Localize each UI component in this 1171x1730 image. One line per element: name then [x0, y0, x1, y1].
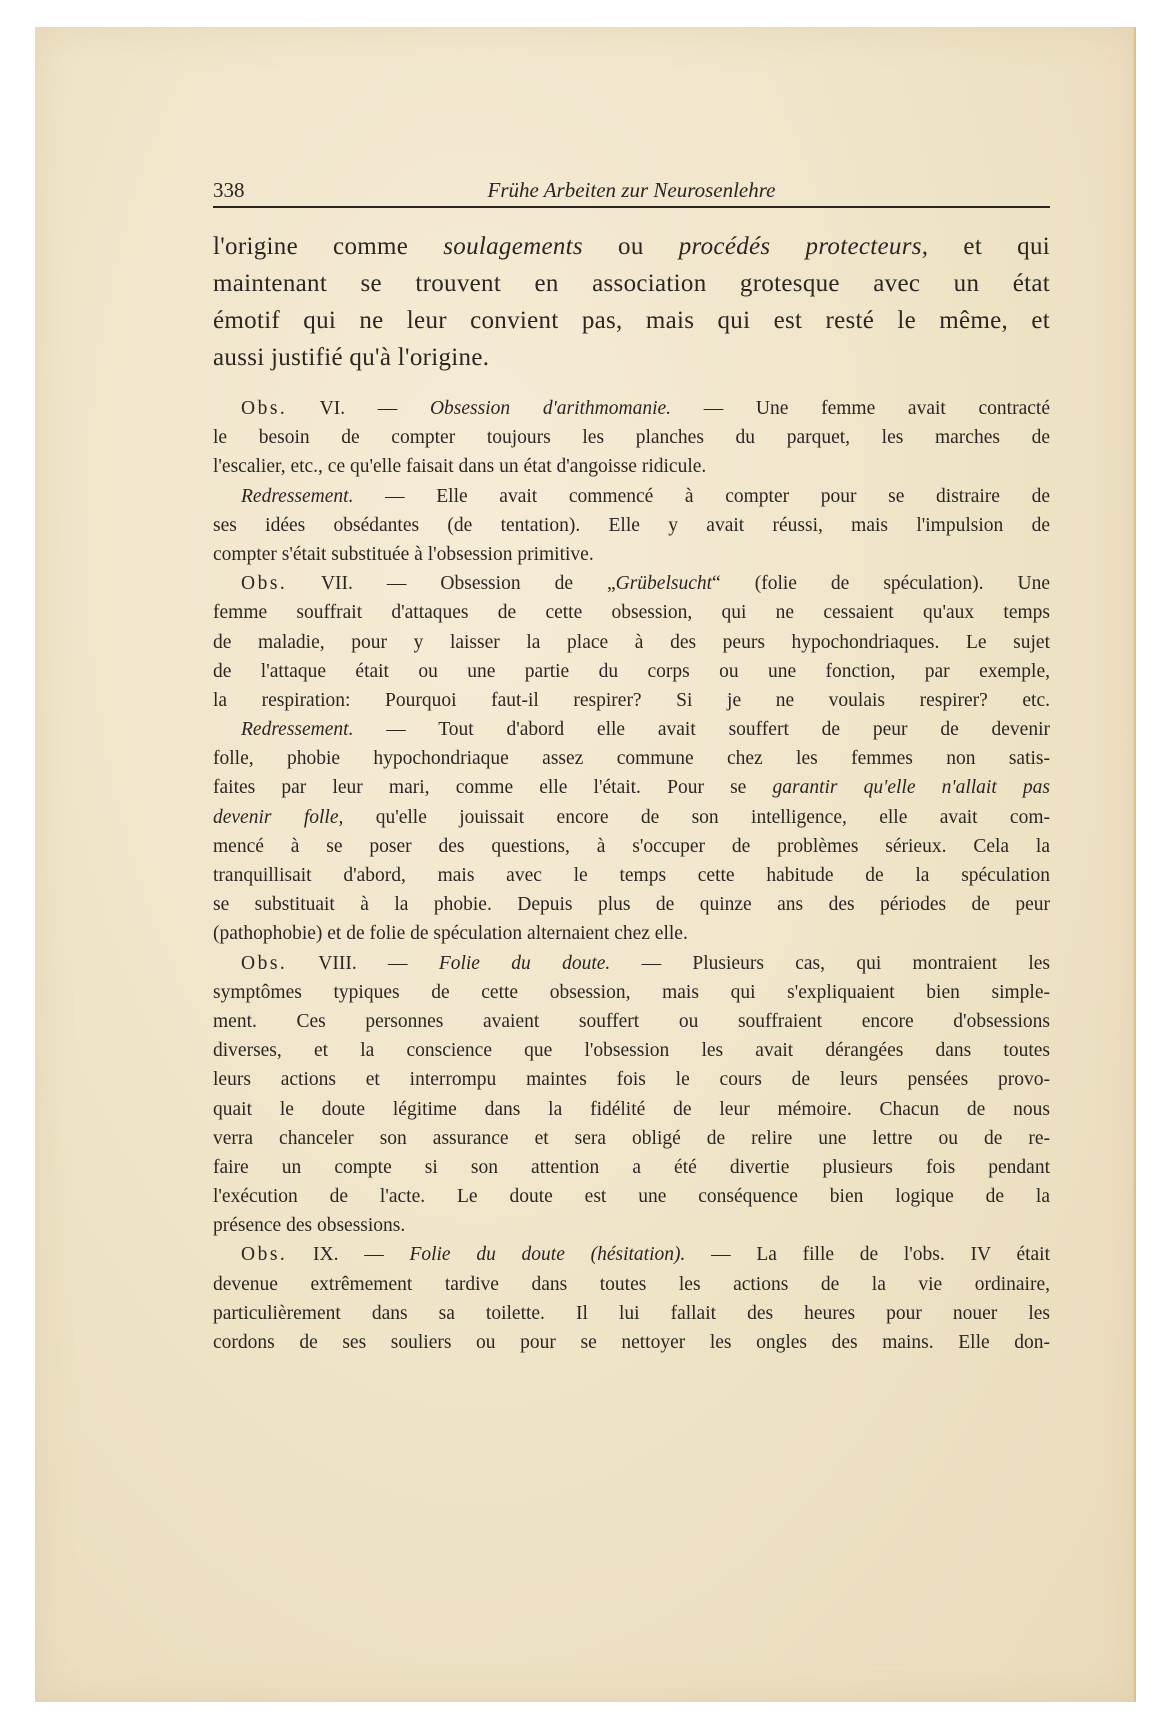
text-run: VIII. — [287, 952, 439, 974]
text-run: ou [582, 233, 679, 260]
text-run: (pathophobie) et de folie de spéculation alternaient chez elle. [213, 923, 688, 945]
text-run: verra chanceler son assurance et sera obligé de relire une lettre ou de re- [213, 1127, 1050, 1149]
italic-text: soulagements [443, 233, 583, 260]
observation-line [213, 540, 1050, 569]
observation-line [213, 715, 1050, 744]
observation-line [213, 1182, 1050, 1211]
italic-text: Obsession d'arithmomanie. [429, 398, 672, 419]
text-run: Obs. [241, 398, 288, 419]
text-run: tranquillisait d'abord, mais avec le temps cette habitude de la spéculation [213, 865, 1050, 886]
text-run: leurs actions et interrompu maintes fois le cours de leurs pensées provo- [213, 1069, 1050, 1091]
observation-line [213, 890, 1050, 919]
text-run: cordons de ses souliers ou pour se nettoyer les ongles des mains. Elle don- [213, 1332, 1050, 1353]
text-run: maintenant se trouvent en association grotesque avec un état [213, 270, 1050, 297]
text-run: Obs. [241, 952, 288, 974]
text-run: — Tout d'abord elle avait souffert de peur de devenir [353, 719, 1050, 741]
text-run: VII. — Obsession de „ [287, 573, 616, 595]
italic-text: Folie du doute. [438, 952, 611, 974]
observation-line [213, 1095, 1050, 1124]
lead-paragraph [213, 228, 1050, 376]
italic-text: Redressement. [241, 719, 354, 741]
running-title: Frühe Arbeiten zur Neurosenlehre [487, 178, 776, 202]
observation-line [213, 773, 1050, 802]
lead-line [213, 265, 1050, 302]
text-run: l'exécution de l'acte. Le doute est une conséquence bien logique de la [213, 1186, 1050, 1208]
text-run: l'escalier, etc., ce qu'elle faisait dans un état d'angoisse ridicule. [213, 456, 707, 478]
italic-text: garantir qu'elle n'allait pas [772, 777, 1050, 799]
running-header [213, 178, 1050, 208]
observation-line [213, 1153, 1050, 1182]
text-run: compter s'était substituée à l'obsession primitive. [213, 543, 594, 565]
text-run: diverses, et la conscience que l'obsession les avait dérangées dans toutes [213, 1040, 1050, 1062]
observation-line [213, 569, 1050, 598]
text-run: — Elle avait commencé à compter pour se distraire de [353, 485, 1050, 507]
lead-line [213, 302, 1050, 339]
italic-text: Folie du doute (hésitation). [409, 1244, 686, 1266]
observation-line [213, 919, 1050, 948]
text-run: l'origine comme [213, 233, 444, 260]
observation-line [213, 949, 1050, 978]
observation-line [213, 628, 1050, 657]
text-run: présence des obsessions. [213, 1215, 406, 1237]
observation-line [213, 394, 1050, 423]
text-run: Obs. [241, 1244, 288, 1266]
observation-line [213, 744, 1050, 773]
text-run: femme souffrait d'attaques de cette obsession, qui ne cessaient qu'aux temps [213, 602, 1050, 624]
text-run: “ (folie de spéculation). Une [712, 573, 1051, 595]
lead-line [213, 228, 1050, 265]
text-run: — Une femme avait contracté [671, 398, 1050, 419]
text-run: symptômes typiques de cette obsession, mais qui s'expliquaient bien simple- [213, 981, 1050, 1003]
observation-line [213, 1270, 1050, 1299]
italic-text: Grübelsucht [615, 573, 713, 595]
text-run: mencé à se poser des questions, à s'occuper de problèmes sérieux. Cela la [213, 835, 1050, 857]
text-run: de maladie, pour y laisser la place à des peurs hypochondriaques. Le sujet [213, 631, 1050, 653]
text-run: IX. — [287, 1244, 410, 1266]
text-run: de l'attaque était ou une partie du corps ou une fonction, par exemple, [213, 660, 1050, 682]
observation-line [213, 423, 1050, 452]
observation-line [213, 1240, 1050, 1269]
observation-line [213, 1007, 1050, 1036]
text-run: ment. Ces personnes avaient souffert ou souffraient encore d'obsessions [213, 1010, 1050, 1032]
italic-text: Redressement. [241, 485, 354, 507]
text-run: se substituait à la phobie. Depuis plus de quinze ans des périodes de peur [213, 894, 1050, 916]
observation-line [213, 1328, 1050, 1357]
page-number: 338 [213, 178, 245, 202]
observation-line [213, 511, 1050, 540]
observation-line [213, 1211, 1050, 1240]
lead-line [213, 339, 1050, 376]
text-run: le besoin de compter toujours les planches du parquet, les marches de [213, 427, 1050, 449]
text-run: particulièrement dans sa toilette. Il lui fallait des heures pour nouer les [213, 1302, 1050, 1324]
text-run: VI. — [287, 398, 430, 419]
text-run: quait le doute légitime dans la fidélité de leur mémoire. Chacun de nous [213, 1098, 1050, 1120]
observation-line [213, 482, 1050, 511]
text-run: faites par leur mari, comme elle l'était. Pour se [213, 777, 773, 799]
text-run: faire un compte si son attention a été divertie plusieurs fois pendant [213, 1156, 1050, 1178]
text-run: Obs. [241, 573, 288, 595]
text-run: ses idées obsédantes (de tentation). Elle y avait réussi, mais l'impulsion de [213, 514, 1050, 536]
observation-line [213, 978, 1050, 1007]
text-run: folle, phobie hypochondriaque assez commune chez les femmes non satis- [213, 748, 1050, 770]
observations [213, 394, 1050, 1357]
paragraph-gap [213, 376, 1050, 394]
text-run: qu'elle jouissait encore de son intelligence, elle avait com- [343, 806, 1050, 828]
observation-line [213, 686, 1050, 715]
observation-line [213, 803, 1050, 832]
observation-line [213, 598, 1050, 627]
text-run: devenue extrêmement tardive dans toutes les actions de la vie ordinaire, [213, 1273, 1050, 1295]
observation-line [213, 657, 1050, 686]
observation-line [213, 1124, 1050, 1153]
observation-line [213, 1065, 1050, 1094]
italic-text: devenir folle, [213, 806, 344, 828]
text-run: — La fille de l'obs. IV était [685, 1244, 1051, 1266]
observation-obsvi [213, 394, 1050, 569]
observation-obsvii [213, 569, 1050, 948]
text-run: émotif qui ne leur convient pas, mais qui est resté le même, et [213, 307, 1050, 334]
text-run: et qui [928, 233, 1050, 260]
page-body [213, 228, 1050, 1357]
text-run: — Plusieurs cas, qui montraient les [610, 952, 1050, 974]
observation-obsviii [213, 949, 1050, 1241]
observation-line [213, 1299, 1050, 1328]
italic-text: procédés protecteurs, [678, 233, 929, 260]
observation-line [213, 861, 1050, 890]
observation-obsix [213, 1240, 1050, 1357]
observation-line [213, 832, 1050, 861]
text-run: la respiration: Pourquoi faut-il respirer? Si je ne voulais respirer? etc. [213, 689, 1050, 711]
text-run: aussi justifié qu'à l'origine. [213, 344, 490, 371]
observation-line [213, 1036, 1050, 1065]
observation-line [213, 452, 1050, 481]
